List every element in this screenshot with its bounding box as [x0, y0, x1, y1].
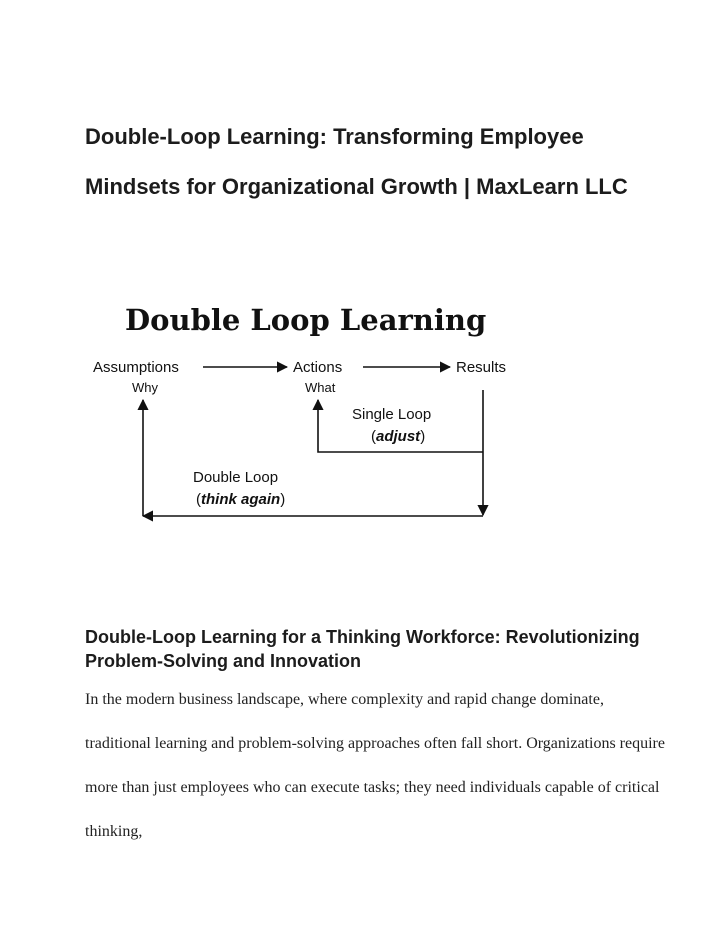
- section-heading: Double-Loop Learning for a Thinking Workforce: Revolutionizing Problem-Solving and Innovation: [85, 627, 640, 671]
- actions-label: Actions: [293, 359, 343, 376]
- double-loop-diagram: [85, 290, 555, 530]
- single-loop-note-text: adjust: [376, 428, 421, 445]
- double-loop-note: (think again): [196, 491, 286, 508]
- assumptions-label: Assumptions: [93, 359, 179, 376]
- double-loop-label: Double Loop: [193, 469, 279, 486]
- diagram-canvas: [85, 290, 555, 530]
- diagram-title: Double Loop Learning: [125, 303, 487, 337]
- body-paragraph: In the modern business landscape, where complexity and rapid change dominate, traditional learning and problem-solving approaches often fall short. Organizations require more than just employees who can execute tasks; they need individuals capable of critical thinking,: [85, 691, 665, 840]
- what-label: What: [305, 380, 336, 395]
- double-loop-note-text: think again: [201, 491, 281, 508]
- why-label: Why: [132, 380, 158, 395]
- single-loop-label: Single Loop: [352, 406, 432, 423]
- page-title: Double-Loop Learning: Transforming Employee Mindsets for Organizational Growth | MaxLearn LLC: [85, 124, 628, 199]
- single-loop-note: (adjust): [371, 428, 426, 445]
- results-label: Results: [456, 359, 507, 376]
